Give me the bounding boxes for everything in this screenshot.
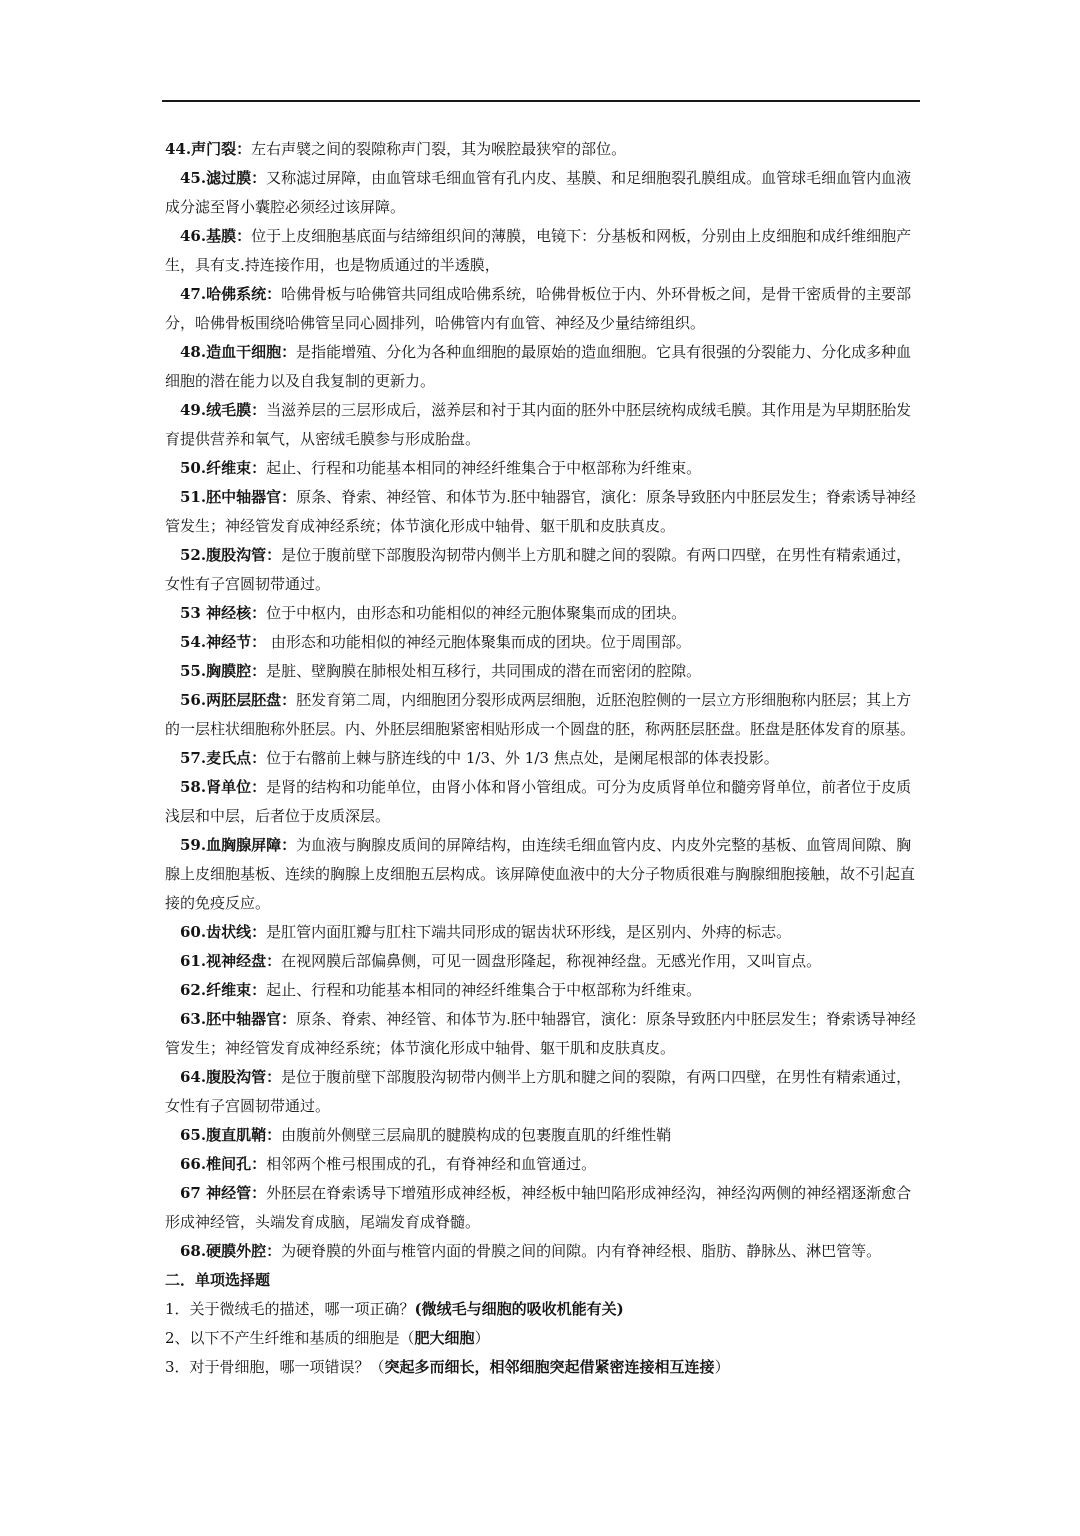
definition-term: 63.胚中轴器官： [180,1010,297,1028]
definition-text: 胚发育第二周，内细胞团分裂形成两层细胞，近胚泡腔侧的一层立方形细胞称内胚层；其上方的一层柱状细胞称外胚层。内、外胚层细胞紧密相贴形成一个圆盘的胚，称两胚层胚盘。胚盘是胚体发育的原基。 [165,691,916,738]
definition-term: 49.绒毛膜： [180,401,267,419]
question-item [165,1324,921,1353]
definition-text: 位于右髂前上棘与脐连线的中 1/3、外 1/3 焦点处，是阑尾根部的体表投影。 [266,749,779,767]
definition-term: 53 神经核： [180,604,267,622]
definition-entry [165,135,921,164]
definition-entry [165,222,921,280]
definition-text: 为血液与胸腺皮质间的屏障结构，由连续毛细血管内皮、内皮外完整的基板、血管周间隙、胸腺上皮细胞基板、连续的胸腺上皮细胞五层构成。该屏障使血液中的大分子物质很难与胸腺细胞接触，故不引起直接的免疫反应。 [165,836,916,912]
definition-term: 47.哈佛系统： [180,285,282,303]
definition-term: 55.胸膜腔： [180,662,267,680]
definition-term: 51.胚中轴器官： [180,488,297,506]
section-title: 二．单项选择题 [165,1271,271,1289]
definition-text: 当滋养层的三层形成后，滋养层和衬于其内面的胚外中胚层统构成绒毛膜。其作用是为早期胚胎发育提供营养和氧气，从密绒毛膜参与形成胎盘。 [165,401,912,448]
definition-term: 54.神经节： [180,633,267,651]
definitions-list [165,135,921,1266]
definition-text: 是指能增殖、分化为各种血细胞的最原始的造血细胞。它具有很强的分裂能力、分化成多种血细胞的潜在能力以及自我复制的更新力。 [165,343,912,390]
definition-term: 59.血胸腺屏障： [180,836,297,854]
definition-text: 原条、脊索、神经管、和体节为.胚中轴器官，演化：原条导致胚内中胚层发生；脊索诱导神经管发生；神经管发育成神经系统；体节演化形成中轴骨、躯干肌和皮肤真皮。 [165,1010,916,1057]
definition-text: 位于中枢内，由形态和功能相似的神经元胞体聚集而成的团块。 [266,604,687,622]
definition-term: 50.纤维束： [180,459,267,477]
definition-entry [165,976,921,1005]
definition-text: 哈佛骨板与哈佛管共同组成哈佛系统，哈佛骨板位于内、外环骨板之间，是骨干密质骨的主要部分，哈佛骨板围绕哈佛管呈同心圆排列，哈佛管内有血管、神经及少量结缔组织。 [165,285,912,332]
definition-entry [165,831,921,918]
definition-entry [165,744,921,773]
definition-text: 起止、行程和功能基本相同的神经纤维集合于中枢部称为纤维束。 [266,459,702,477]
definition-term: 52.腹股沟管： [180,546,282,564]
definition-text: 又称滤过屏障，由血管球毛细血管有孔内皮、基膜、和足细胞裂孔膜组成。血管球毛细血管内血液成分滤至肾小囊腔必须经过该屏障。 [165,169,912,216]
definition-entry [165,686,921,744]
document-body [165,135,921,1382]
definition-term: 67 神经管： [180,1184,267,1202]
definition-term: 64.腹股沟管： [180,1068,282,1086]
definition-text: 在视网膜后部偏鼻侧，可见一圆盘形隆起，称视神经盘。无感光作用，又叫盲点。 [281,952,822,970]
definition-term: 46.基膜： [180,227,252,245]
definition-entry [165,541,921,599]
definition-text: 外胚层在脊索诱导下增殖形成神经板，神经板中轴凹陷形成神经沟，神经沟两侧的神经褶逐渐愈合形成神经管，头端发育成脑，尾端发育成脊髓。 [165,1184,912,1231]
definition-term: 61.视神经盘： [180,952,282,970]
question-item [165,1295,921,1324]
definition-entry [165,1063,921,1121]
definition-entry [165,164,921,222]
definition-text: 是脏、壁胸膜在肺根处相互移行，共同围成的潜在而密闭的腔隙。 [266,662,702,680]
header-rule [162,100,920,102]
definition-term: 58.肾单位： [180,778,267,796]
definition-entry [165,628,921,657]
question-text: 1．关于微绒毛的描述，哪一项正确？ [165,1300,415,1318]
definition-text: 由形态和功能相似的神经元胞体聚集而成的团块。位于周围部。 [266,633,691,651]
question-close: ） [714,1358,730,1376]
definition-entry [165,773,921,831]
definition-text: 相邻两个椎弓根围成的孔，有脊神经和血管通过。 [266,1155,597,1173]
definition-text: 是肛管内面肛瓣与肛柱下端共同形成的锯齿状环形线，是区别内、外痔的标志。 [266,923,792,941]
question-answer: (微绒毛与细胞的吸收机能有关) [414,1300,624,1318]
definition-term: 60.齿状线： [180,923,267,941]
definition-entry [165,1179,921,1237]
definition-entry [165,599,921,628]
definition-entry [165,657,921,686]
definition-entry [165,338,921,396]
definition-entry [165,1150,921,1179]
questions-list [165,1295,921,1382]
question-text: 2、以下不产生纤维和基质的细胞是（ [165,1329,415,1347]
question-close: ） [474,1329,490,1347]
definition-text: 位于上皮细胞基底面与结缔组织间的薄膜，电镜下：分基板和网板，分别由上皮细胞和成纤维细胞产生，具有支.持连接作用，也是物质通过的半透膜， [165,227,912,274]
definition-text: 是肾的结构和功能单位，由肾小体和肾小管组成。可分为皮质肾单位和髓旁肾单位，前者位于皮质浅层和中层，后者位于皮质深层。 [165,778,912,825]
definition-text: 由腹前外侧壁三层扁肌的腱膜构成的包裹腹直肌的纤维性鞘 [281,1126,672,1144]
definition-term: 66.椎间孔： [180,1155,267,1173]
definition-entry [165,280,921,338]
definition-text: 左右声襞之间的裂隙称声门裂，其为喉腔最狭窄的部位。 [251,140,627,158]
definition-entry [165,1237,921,1266]
definition-text: 为硬脊膜的外面与椎管内面的骨膜之间的间隙。内有脊神经根、脂肪、静脉丛、淋巴管等。 [281,1242,882,1260]
definition-entry [165,454,921,483]
definition-text: 起止、行程和功能基本相同的神经纤维集合于中枢部称为纤维束。 [266,981,702,999]
definition-entry [165,396,921,454]
definition-entry [165,483,921,541]
question-text: 3．对于骨细胞，哪一项错误？（ [165,1358,385,1376]
definition-entry [165,1005,921,1063]
definition-text: 是位于腹前壁下部腹股沟韧带内侧半上方肌和腱之间的裂隙。有两口四壁，在男性有精索通过，女性有子宫圆韧带通过。 [165,546,912,593]
definition-entry [165,918,921,947]
definition-term: 57.麦氏点： [180,749,267,767]
definition-entry [165,1121,921,1150]
question-answer: 肥大细胞 [414,1329,475,1347]
question-answer: 突起多而细长，相邻细胞突起借紧密连接相互连接 [384,1358,715,1376]
definition-text: 是位于腹前壁下部腹股沟韧带内侧半上方肌和腱之间的裂隙，有两口四壁，在男性有精索通过，女性有子宫圆韧带通过。 [165,1068,912,1115]
definition-entry [165,947,921,976]
definition-term: 44.声门裂： [165,140,252,158]
definition-term: 62.纤维束： [180,981,267,999]
definition-term: 68.硬膜外腔： [180,1242,282,1260]
definition-term: 45.滤过膜： [180,169,267,187]
question-item [165,1353,921,1382]
definition-term: 65.腹直肌鞘： [180,1126,282,1144]
definition-text: 原条、脊索、神经管、和体节为.胚中轴器官，演化：原条导致胚内中胚层发生；脊索诱导神经管发生；神经管发育成神经系统；体节演化形成中轴骨、躯干肌和皮肤真皮。 [165,488,916,535]
definition-term: 48.造血干细胞： [180,343,297,361]
definition-term: 56.两胚层胚盘： [180,691,297,709]
